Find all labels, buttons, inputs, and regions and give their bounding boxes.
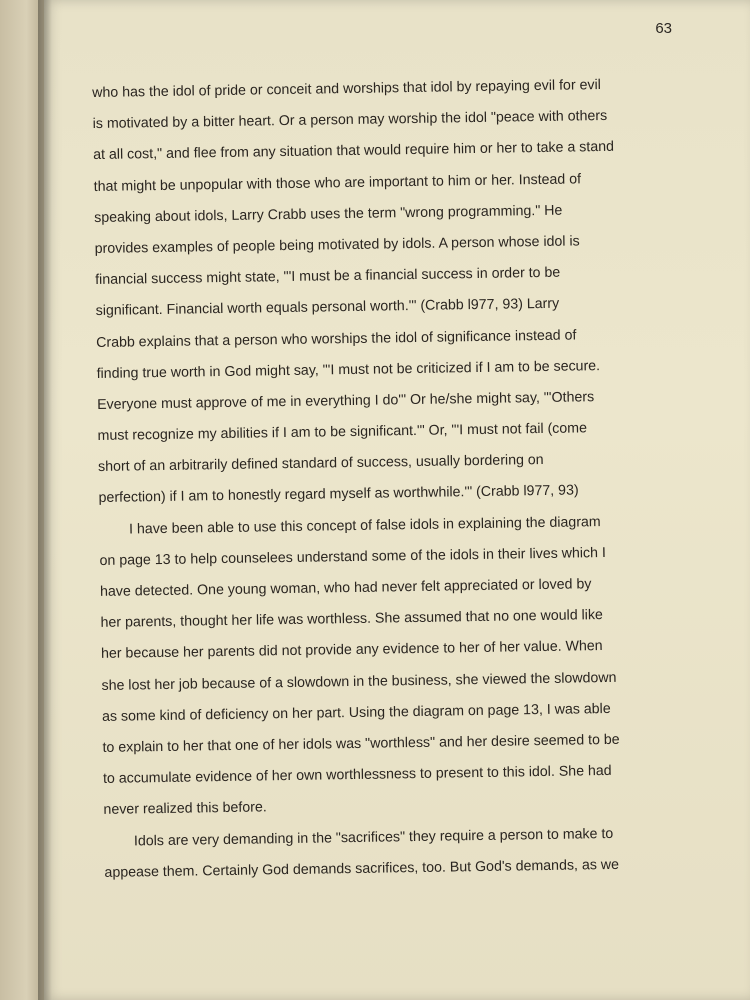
text-line: that might be unpopular with those who are important to him or her. Instead of [93, 170, 582, 195]
text-line: she lost her job because of a slowdown in the business, she viewed the slowdown [101, 669, 617, 694]
text-line: who has the idol of pride or conceit and worships that idol by repaying evil for evil [92, 77, 601, 101]
page-number: 63 [655, 20, 672, 37]
text-line: her because her parents did not provide any evidence to her of her value. When [100, 638, 603, 663]
text-line: financial success might state, "'I must be a financial success in order to be [95, 264, 561, 289]
text-line: provides examples of people being motivated by idols. A person whose idol is [94, 233, 580, 257]
book-page [44, 0, 750, 1000]
text-line: to accumulate evidence of her own worthlessness to present to this idol. She had [102, 763, 612, 788]
text-line: perfection) if I am to honestly regard myself as worthwhile.'" (Crabb l977, 93) [98, 482, 579, 507]
text-line: significant. Financial worth equals personal worth.'" (Crabb l977, 93) Larry [95, 296, 560, 320]
paragraph-start-line: I have been able to use this concept of false idols in explaining the diagram [128, 513, 601, 538]
text-line: at all cost," and flee from any situation that would require him or her to take a stand [93, 139, 615, 164]
text-line: on page 13 to help counselees understand some of the idols in their lives which I [99, 544, 606, 569]
paragraph-start-line: Idols are very demanding in the "sacrifices" they require a person to make to [133, 825, 614, 849]
text-line: to explain to her that one of her idols was "worthless" and her desire seemed to be [102, 731, 620, 756]
text-line: speaking about idols, Larry Crabb uses the term "wrong programming." He [94, 202, 563, 226]
text-line: as some kind of deficiency on her part. Using the diagram on page 13, I was able [101, 700, 611, 725]
text-line: is motivated by a bitter heart. Or a person may worship the idol "peace with others [92, 108, 608, 133]
text-line: Everyone must approve of me in everything I do'" Or he/she might say, "'Others [97, 389, 595, 413]
text-line: short of an arbitrarily defined standard of success, usually bordering on [97, 452, 544, 476]
text-line: never realized this before. [103, 799, 267, 819]
text-line: have detected. One young woman, who had never felt appreciated or loved by [99, 576, 592, 600]
text-line: Crabb explains that a person who worships the idol of significance instead of [96, 326, 577, 351]
body-text [92, 69, 705, 889]
text-line: appease them. Certainly God demands sacrifices, too. But God's demands, as we [104, 856, 620, 881]
text-line: must recognize my abilities if I am to be significant.'" Or, "'I must not fail (come [97, 420, 588, 445]
text-line: her parents, thought her life was worthless. She assumed that no one would like [100, 607, 604, 632]
spine-shadow [38, 0, 52, 1000]
text-line: finding true worth in God might say, "'I must not be criticized if I am to be secure. [96, 357, 601, 382]
